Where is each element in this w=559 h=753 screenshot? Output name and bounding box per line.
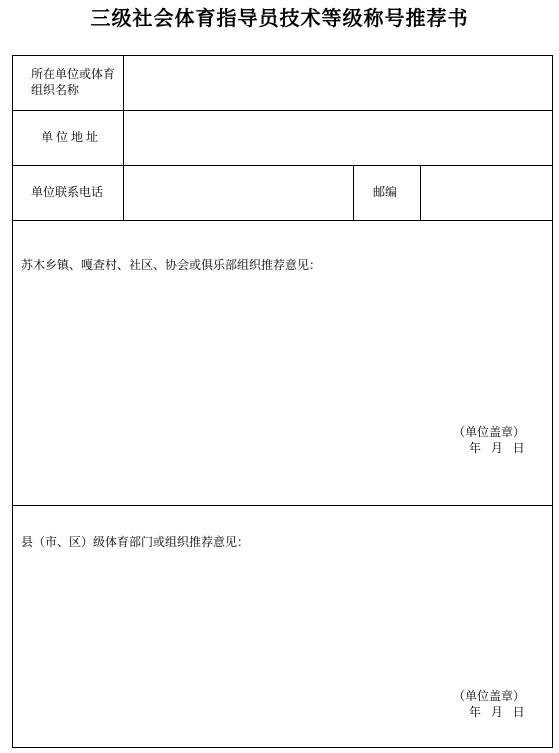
township-recommendation-heading: 苏木乡镇、嘎查村、社区、协会或俱乐部组织推荐意见：	[21, 258, 322, 272]
township-recommendation-field[interactable]	[13, 276, 552, 416]
postcode-field[interactable]	[421, 166, 552, 220]
county-recommendation-heading: 县（市、区）级体育部门或组织推荐意见：	[21, 535, 250, 549]
form-title: 三级社会体育指导员技术等级称号推荐书	[90, 6, 469, 30]
seal-note: （单位盖章）	[453, 689, 526, 703]
row-divider	[13, 220, 552, 221]
phone-label: 单位联系电话	[31, 185, 104, 199]
county-recommendation-field[interactable]	[13, 553, 552, 681]
postcode-label: 邮编	[373, 185, 398, 199]
column-divider	[353, 165, 354, 220]
date-line: 年 月 日	[469, 441, 525, 455]
address-field[interactable]	[124, 111, 552, 165]
row-divider	[13, 505, 552, 506]
unit-name-label: 所在单位或体育组织名称	[31, 67, 116, 97]
seal-note: （单位盖章）	[453, 425, 526, 439]
address-label: 单位地址	[41, 130, 102, 144]
phone-field[interactable]	[124, 166, 353, 220]
unit-name-field[interactable]	[124, 56, 552, 110]
date-line: 年 月 日	[469, 705, 525, 719]
recommendation-form	[12, 55, 553, 748]
